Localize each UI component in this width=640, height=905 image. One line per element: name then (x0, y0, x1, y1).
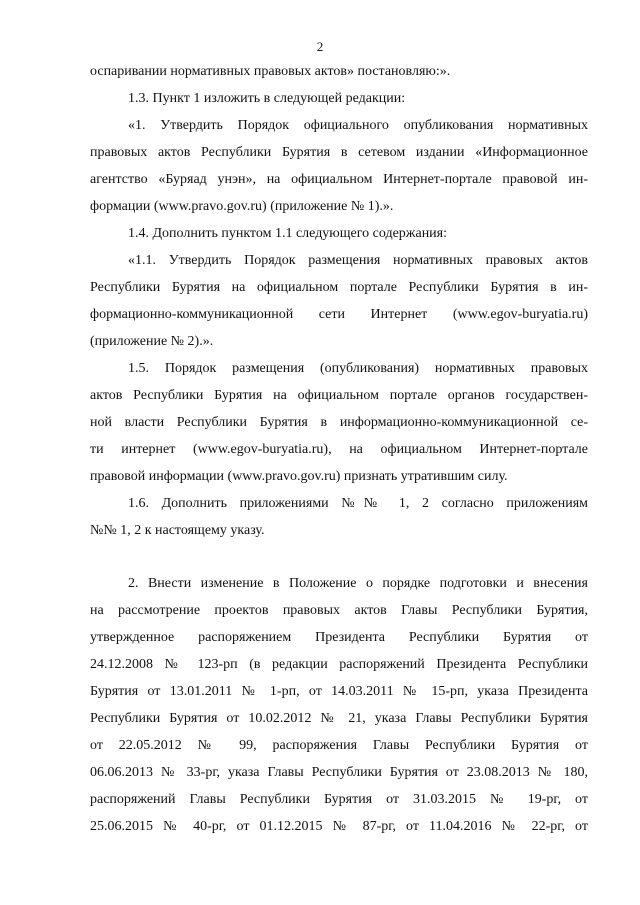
text-line: 24.12.2008 № 123-рп (в редакции распоряжений Президента Республики (90, 657, 588, 672)
text-line: ти интернет (www.egov-buryatia.ru), на официальном Интернет-портале (90, 442, 588, 457)
text-line: от 22.05.2012 № 99, распоряжения Главы Республики Бурятия от (90, 738, 588, 753)
text-line: 2. Внести изменение в Положение о порядке подготовки и внесения (128, 576, 588, 591)
text-line: 1.4. Дополнить пунктом 1.1 следующего содержания: (128, 226, 448, 241)
text-line: 25.06.2015 № 40-рг, от 01.12.2015 № 87-рг, от 11.04.2016 № 22-рг, от (90, 819, 588, 834)
text-line: (приложение № 2).». (90, 334, 214, 349)
text-line: Республики Бурятия на официальном портале Республики Бурятия в ин- (90, 280, 588, 295)
page-number: 2 (316, 39, 324, 54)
text-line: 1.5. Порядок размещения (опубликования) нормативных правовых (128, 361, 588, 376)
text-line: правовых актов Республики Бурятия в сетевом издании «Информационное (90, 145, 588, 160)
text-line: «1.1. Утвердить Порядок размещения нормативных правовых актов (128, 253, 588, 268)
text-line: агентство «Буряад унэн», на официальном Интернет-портале правовой ин- (90, 172, 588, 187)
text-line: ной власти Республики Бурятия в информационно-коммуникационной се- (90, 415, 588, 430)
text-line: «1. Утвердить Порядок официального опубликования нормативных (128, 118, 588, 133)
text-line: 06.06.2013 № 33-рг, указа Главы Республики Бурятия от 23.08.2013 № 180, (90, 765, 588, 780)
text-line: распоряжений Главы Республики Бурятия от 31.03.2015 № 19-рг, от (90, 792, 588, 807)
text-line: Республики Бурятия от 10.02.2012 № 21, указа Главы Республики Бурятия (90, 711, 588, 726)
text-line: №№ 1, 2 к настоящему указу. (90, 523, 265, 538)
text-line: утвержденное распоряжением Президента Республики Бурятия от (90, 630, 588, 645)
text-line: оспаривании нормативных правовых актов» постановляю:». (90, 64, 451, 79)
text-line: 1.3. Пункт 1 изложить в следующей редакции: (128, 91, 406, 106)
text-line: актов Республики Бурятия на официальном портале органов государствен- (90, 388, 588, 403)
text-line: правовой информации (www.pravo.gov.ru) признать утратившим силу. (90, 469, 508, 484)
text-line: формации (www.pravo.gov.ru) (приложение № 1).». (90, 199, 394, 214)
text-line: Бурятия от 13.01.2011 № 1-рп, от 14.03.2011 № 15-рп, указа Президента (90, 684, 588, 699)
text-line: формационно-коммуникационной сети Интернет (www.egov-buryatia.ru) (90, 307, 588, 322)
text-line: 1.6. Дополнить приложениями №№ 1, 2 согласно приложениям (128, 496, 588, 511)
text-line: на рассмотрение проектов правовых актов Главы Республики Бурятия, (90, 603, 588, 618)
